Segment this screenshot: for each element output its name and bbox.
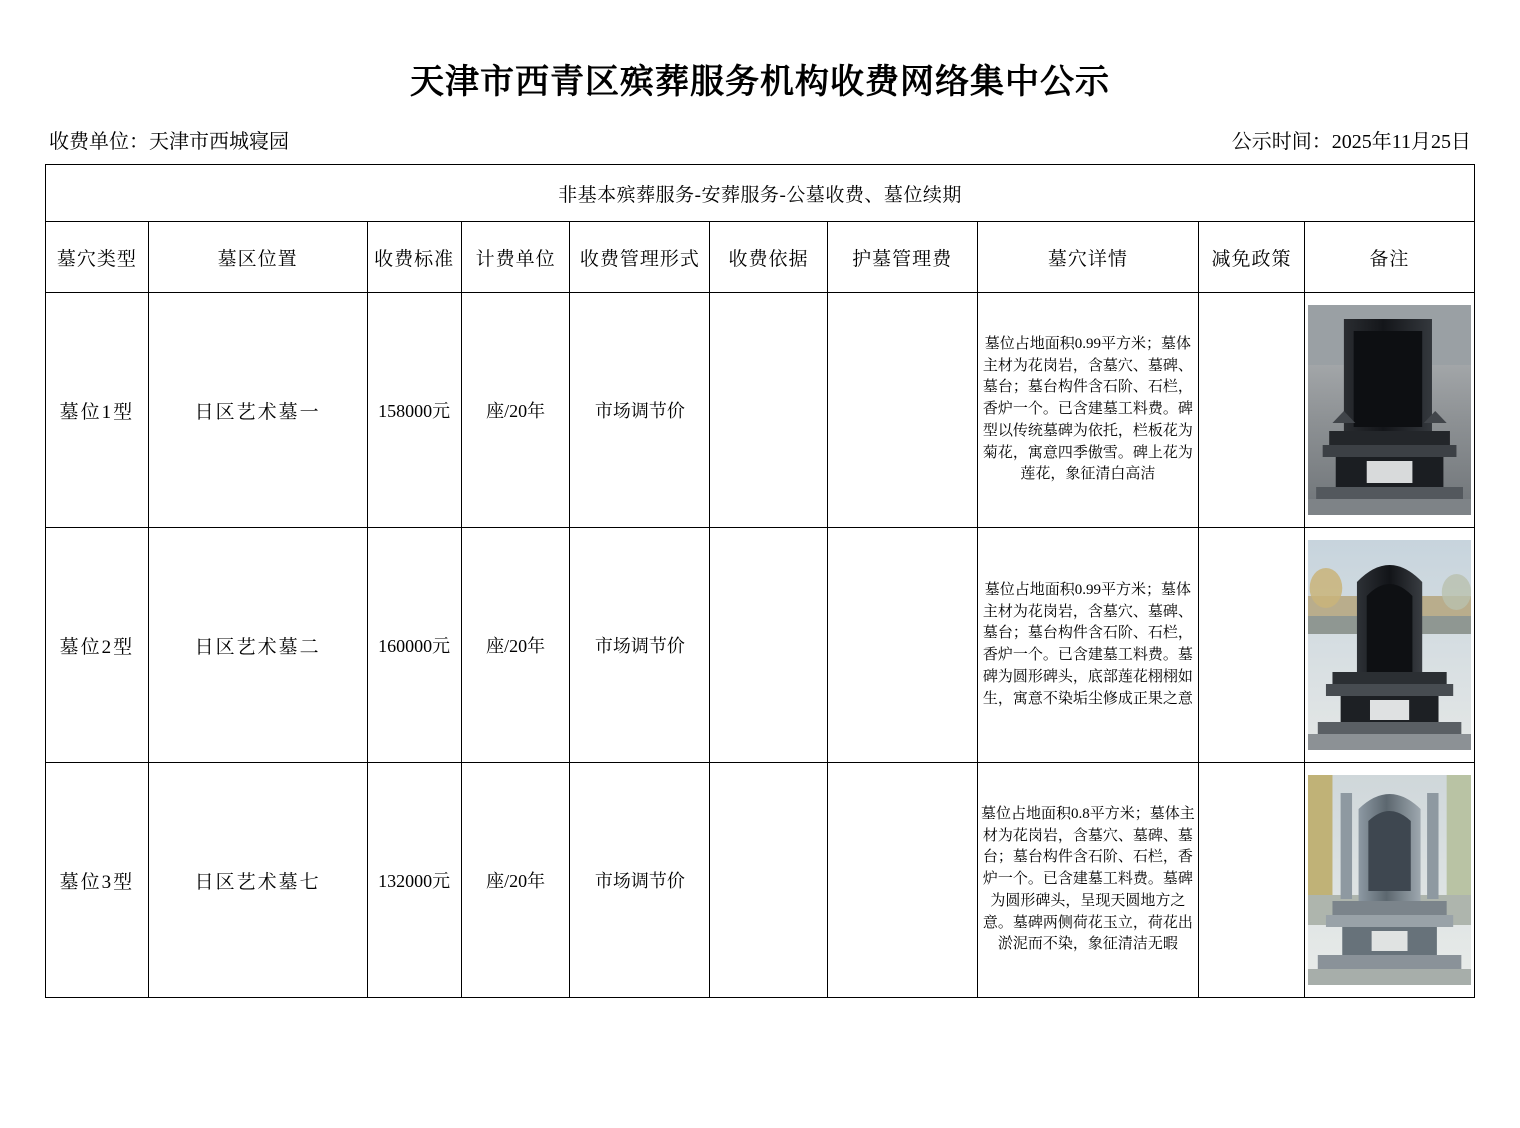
publish-date-label: 公示时间：2025年11月25日 (1231, 131, 1471, 153)
cell-unit: 座/20年 (461, 293, 570, 528)
document-meta (45, 125, 1475, 154)
document-page (0, 54, 1520, 1128)
cell-price: 132000元 (367, 763, 461, 998)
table-row (46, 528, 1475, 763)
cell-grave-area: 日区艺术墓七 (148, 763, 367, 998)
cell-policy (1199, 763, 1305, 998)
cell-manage-form: 市场调节价 (570, 763, 710, 998)
cell-remark (1304, 763, 1474, 998)
cell-maintenance-fee (827, 528, 977, 763)
table-banner: 非基本殡葬服务-安葬服务-公墓收费、墓位续期 (46, 165, 1475, 222)
grave-photo-type-2-icon (1308, 540, 1471, 750)
charging-unit-label: 收费单位：天津市西城寝园 (49, 131, 289, 153)
cell-basis (710, 528, 827, 763)
header-manage-form: 收费管理形式 (570, 222, 710, 293)
cell-manage-form: 市场调节价 (570, 293, 710, 528)
cell-maintenance-fee (827, 763, 977, 998)
cell-basis (710, 763, 827, 998)
header-grave-type: 墓穴类型 (46, 222, 149, 293)
cell-grave-type: 墓位2型 (46, 528, 149, 763)
page-title: 天津市西青区殡葬服务机构收费网络集中公示 (410, 64, 1110, 101)
cell-remark (1304, 293, 1474, 528)
header-unit: 计费单位 (461, 222, 570, 293)
cell-detail: 墓位占地面积0.99平方米；墓体主材为花岗岩，含墓穴、墓碑、墓台；墓台构件含石阶、石栏，香炉一个。已含建墓工料费。碑型以传统墓碑为依托，栏板花为菊花，寓意四季傲雪。碑上花为莲花，象征清白高洁 (977, 293, 1198, 528)
cell-grave-type: 墓位3型 (46, 763, 149, 998)
header-detail: 墓穴详情 (977, 222, 1198, 293)
header-basis: 收费依据 (710, 222, 827, 293)
header-policy: 减免政策 (1199, 222, 1305, 293)
cell-remark (1304, 528, 1474, 763)
header-price: 收费标准 (367, 222, 461, 293)
cell-grave-type: 墓位1型 (46, 293, 149, 528)
header-maintenance-fee: 护墓管理费 (827, 222, 977, 293)
table-header-row (46, 222, 1475, 293)
cell-unit: 座/20年 (461, 528, 570, 763)
cell-maintenance-fee (827, 293, 977, 528)
cell-basis (710, 293, 827, 528)
header-remark: 备注 (1304, 222, 1474, 293)
table-row (46, 293, 1475, 528)
cell-grave-area: 日区艺术墓二 (148, 528, 367, 763)
cell-manage-form: 市场调节价 (570, 528, 710, 763)
cell-grave-area: 日区艺术墓一 (148, 293, 367, 528)
grave-photo-type-3-icon (1308, 775, 1471, 985)
table-row (46, 763, 1475, 998)
cell-policy (1199, 528, 1305, 763)
cell-policy (1199, 293, 1305, 528)
cell-unit: 座/20年 (461, 763, 570, 998)
cell-detail: 墓位占地面积0.99平方米；墓体主材为花岗岩，含墓穴、墓碑、墓台；墓台构件含石阶、石栏，香炉一个。已含建墓工料费。墓碑为圆形碑头，底部莲花栩栩如生，寓意不染垢尘修成正果之意 (977, 528, 1198, 763)
cell-price: 160000元 (367, 528, 461, 763)
header-grave-area: 墓区位置 (148, 222, 367, 293)
grave-photo-type-1-icon (1308, 305, 1471, 515)
cell-detail: 墓位占地面积0.8平方米；墓体主材为花岗岩，含墓穴、墓碑、墓台；墓台构件含石阶、石栏，香炉一个。已含建墓工料费。墓碑为圆形碑头，呈现天圆地方之意。墓碑两侧荷花玉立，荷花出淤泥而不染，象征清洁无暇 (977, 763, 1198, 998)
cell-price: 158000元 (367, 293, 461, 528)
table-banner-row (46, 165, 1475, 222)
fee-table (45, 164, 1475, 998)
